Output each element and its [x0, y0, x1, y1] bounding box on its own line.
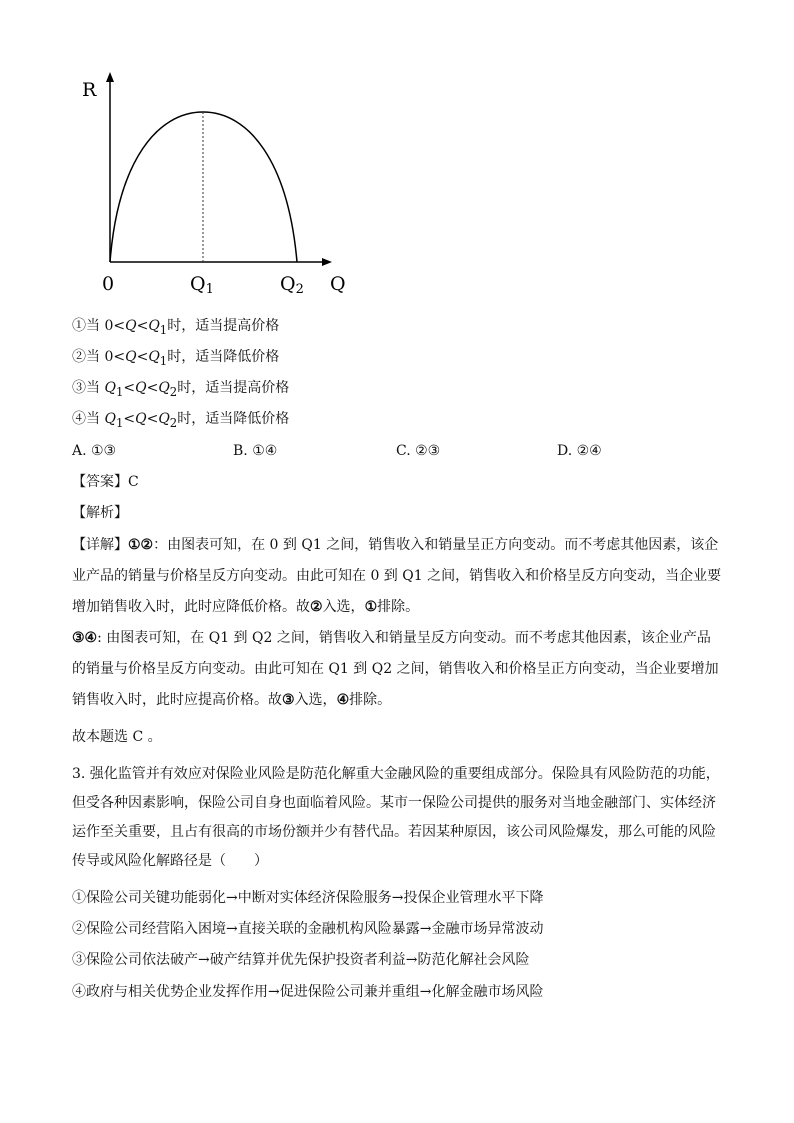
option-c: C. ②③: [396, 443, 441, 459]
statement-4: ④当 $Q_1<Q<Q_2$时，适当降低价格: [72, 411, 290, 430]
q3-item-1: ①保险公司关键功能弱化→中断对实体经济保险服务→投保企业管理水平下降: [72, 890, 544, 906]
answer-label: 【答案】: [72, 474, 128, 490]
conclusion: 故本题选 C 。: [72, 729, 162, 745]
q3-item-2: ②保险公司经营陷入困境→直接关联的金融机构风险暴露→金融市场异常波动: [72, 921, 544, 937]
detail-paragraph-2: ③④: 由图表可知，在 Q1 到 Q2 之间，销售收入和销量呈反方向变动。而不考虑其他因素，该企业产品的销量与价格呈反方向变动。由此可知在 Q1 到 Q2 之间，销售收入和价格呈正方向变动，当企业要增加销售收入时，此时应提高价格。故③入选，④排除。: [72, 630, 719, 708]
q3-item-3: ③保险公司依法破产→破产结算并优先保护投资者利益→防范化解社会风险: [72, 952, 530, 968]
option-b: B. ①④: [233, 443, 278, 459]
q2-tick-label: Q2: [280, 273, 304, 297]
q1-tick-label: Q1: [190, 273, 214, 297]
analysis-label: 【解析】: [72, 505, 128, 521]
revenue-quantity-figure: [70, 70, 370, 300]
origin-label: 0: [102, 273, 115, 295]
statement-3: ③当 $Q_1<Q<Q_2$时，适当提高价格: [72, 380, 290, 399]
option-d: D. ②④: [557, 443, 602, 459]
statement-2: ②当 $0<Q<Q_1$时，适当降低价格: [72, 349, 280, 368]
statement-1: ①当 $0<Q<Q_1$时，适当提高价格: [72, 318, 280, 337]
y-axis-arrow: [106, 72, 114, 82]
detail-paragraph-1: 【详解】①②：由图表可知，在 0 到 Q1 之间，销售收入和销量呈正方向变动。而不考虑其他因素，该企业产品的销量与价格呈反方向变动。由此可知在 0 到 Q1 之间，销售收入和价格呈反方向变动，当企业要增加销售收入时，此时应降低价格。故②入选，①排除。: [72, 537, 722, 615]
detail-label: 【详解】: [72, 537, 128, 553]
answer-line: [72, 472, 139, 492]
y-axis-label: R: [82, 79, 97, 101]
revenue-curve: [110, 112, 297, 262]
answer-value: C: [128, 474, 139, 490]
question-3-stem: 3. 强化监管并有效应对保险业风险是防范化解重大金融风险的重要组成部分。保险具有风险防范的功能，但受各种因素影响，保险公司自身也面临着风险。某市一保险公司提供的服务对当地金融部门、实体经济运作至关重要，且占有很高的市场份额并少有替代品。若因某种原因，该公司风险爆发，那么可能的风险传导或风险化解路径是（ ）: [72, 766, 720, 869]
x-axis-label: Q: [330, 273, 346, 295]
option-a: A. ①③: [72, 443, 117, 459]
x-axis-arrow: [322, 258, 332, 266]
q3-item-4: ④政府与相关优势企业发挥作用→促进保险公司兼并重组→化解金融市场风险: [72, 984, 544, 1000]
